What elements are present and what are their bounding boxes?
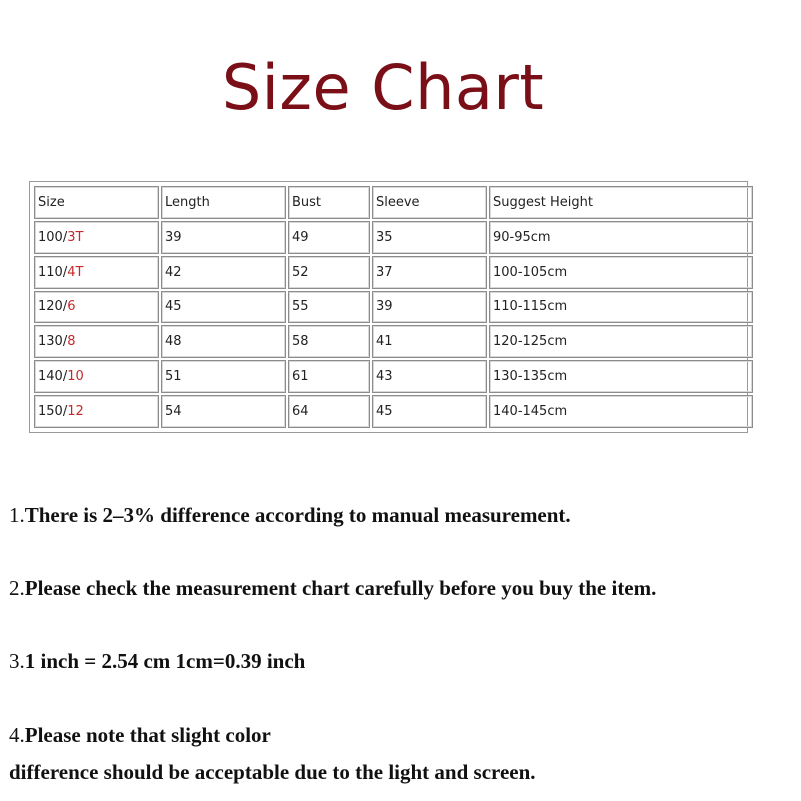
cell-height: 90-95cm [489, 221, 753, 254]
cell-size: 130/8 [34, 325, 159, 358]
table-row [34, 325, 753, 358]
note-number: 2. [9, 576, 25, 600]
size-chart-table [32, 184, 755, 430]
cell-length: 45 [161, 291, 286, 324]
table-header-row [34, 186, 753, 219]
size-value: 100 [38, 229, 63, 245]
cell-height: 100-105cm [489, 256, 753, 289]
note-item-continuation [9, 759, 536, 785]
cell-sleeve: 39 [372, 291, 487, 324]
header-suggest-height: Suggest Height [489, 186, 753, 219]
cell-bust: 49 [288, 221, 370, 254]
header-sleeve: Sleeve [372, 186, 487, 219]
cell-bust: 52 [288, 256, 370, 289]
cell-size: 100/3T [34, 221, 159, 254]
age-value: 10 [67, 369, 84, 385]
cell-bust: 58 [288, 325, 370, 358]
cell-size: 120/6 [34, 291, 159, 324]
cell-height: 140-145cm [489, 395, 753, 428]
size-value: 150 [38, 404, 63, 420]
page-title: Size Chart [221, 51, 545, 124]
note-item [9, 575, 656, 601]
age-value: 4T [67, 264, 84, 280]
cell-height: 130-135cm [489, 360, 753, 393]
header-size: Size [34, 186, 159, 219]
table-row [34, 291, 753, 324]
note-text: Please note that slight color [24, 723, 271, 747]
cell-size: 140/10 [34, 360, 159, 393]
cell-length: 48 [161, 325, 286, 358]
age-value: 12 [67, 404, 84, 420]
cell-length: 54 [161, 395, 286, 428]
header-bust: Bust [288, 186, 370, 219]
cell-bust: 61 [288, 360, 370, 393]
note-text: There is 2–3% difference according to manual measurement. [24, 503, 571, 527]
age-value: 6 [67, 299, 76, 315]
cell-sleeve: 45 [372, 395, 487, 428]
size-chart-table-frame [29, 181, 748, 433]
size-value: 110 [38, 264, 63, 280]
cell-height: 120-125cm [489, 325, 753, 358]
cell-sleeve: 41 [372, 325, 487, 358]
age-value: 3T [67, 229, 84, 245]
cell-bust: 64 [288, 395, 370, 428]
cell-length: 42 [161, 256, 286, 289]
cell-bust: 55 [288, 291, 370, 324]
size-value: 130 [38, 334, 63, 350]
note-number: 3. [9, 649, 25, 673]
note-item [9, 648, 305, 674]
table-row [34, 221, 753, 254]
note-number: 4. [9, 723, 25, 747]
note-text: 1 inch = 2.54 cm 1cm=0.39 inch [24, 649, 306, 673]
note-item [9, 502, 571, 528]
size-value: 120 [38, 299, 63, 315]
cell-sleeve: 43 [372, 360, 487, 393]
cell-height: 110-115cm [489, 291, 753, 324]
note-text: Please check the measurement chart carefully before you buy the item. [24, 576, 657, 600]
cell-sleeve: 37 [372, 256, 487, 289]
cell-size: 150/12 [34, 395, 159, 428]
header-length: Length [161, 186, 286, 219]
table-row [34, 256, 753, 289]
cell-length: 51 [161, 360, 286, 393]
cell-sleeve: 35 [372, 221, 487, 254]
table-row [34, 395, 753, 428]
age-value: 8 [67, 334, 76, 350]
note-item [9, 722, 271, 748]
note-text: difference should be acceptable due to the light and screen. [9, 760, 536, 784]
table-row [34, 360, 753, 393]
cell-size: 110/4T [34, 256, 159, 289]
note-number: 1. [9, 503, 25, 527]
size-value: 140 [38, 369, 63, 385]
cell-length: 39 [161, 221, 286, 254]
